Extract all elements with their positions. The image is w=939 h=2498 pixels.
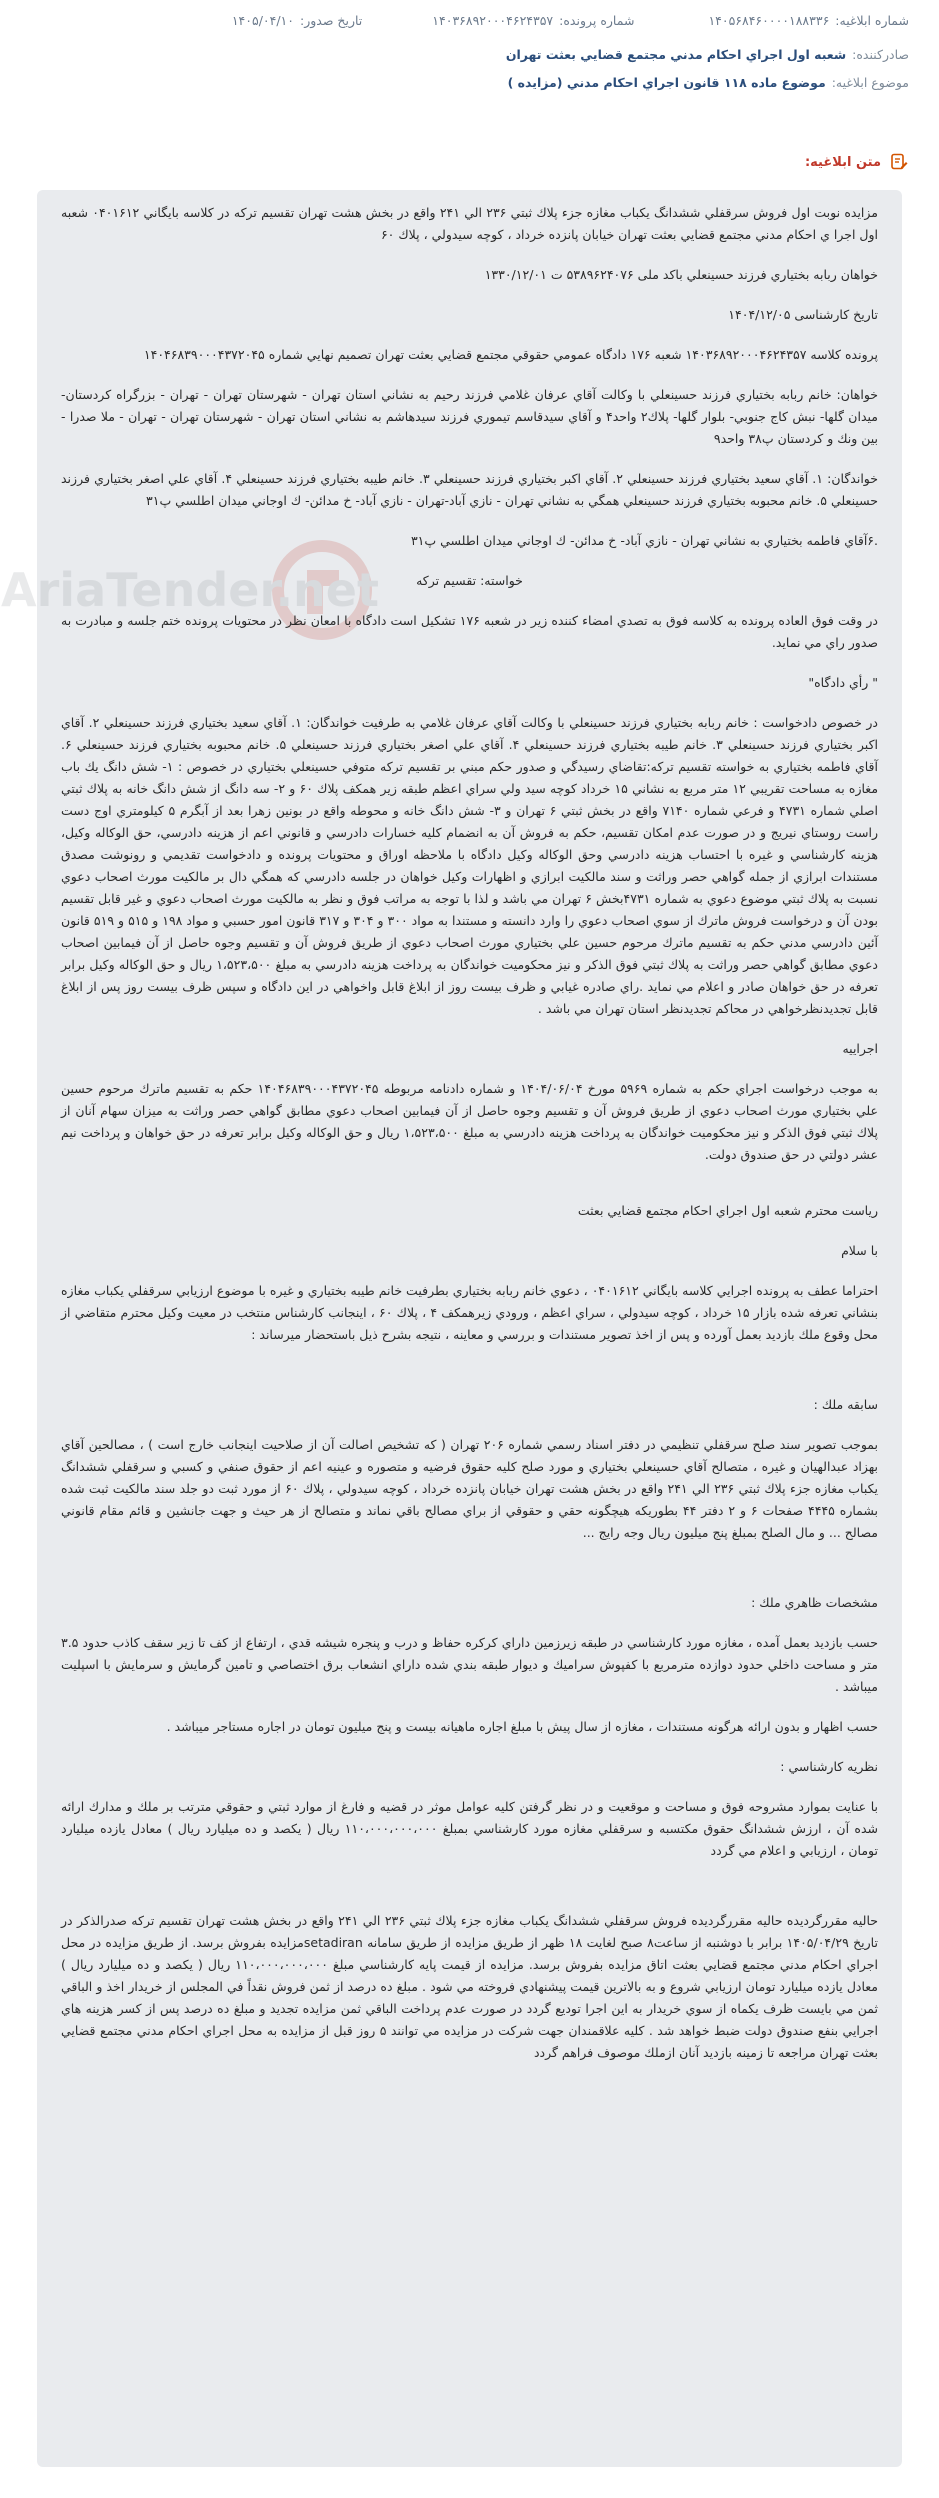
- auction-text: حاليه مقررگرديده حاليه مقررگرديده فروش سرقفلي ششدانگ يكباب مغازه جزء پلاك ثبتي ۲۳۶ الي ۲۴۱ واقع در بخش هشت تهران تقسيم تركه صدرالذكر در تاريخ ۱۴۰۵/۰۴/۲۹ برابر با دوشنبه از ساعت۸ صبح لغايت ۱۸ ظهر از طريق مزايده از طريق سامانه setadiranمزايده بفروش برسد. از طريق مزايده در محل اجراي احكام مدني مجتمع قضايي بعثت اتاق مزايده بفروش برسد. مزايده از قيمت پايه كارشناسي مبلغ ۱۱۰،۰۰۰،۰۰۰،۰۰۰ ريال ( يكصد و ده ميليارد ريال ) معادل يازده ميليارد تومان ارزيابي شروع و به بالاترين قيمت پيشنهادي فروخته مي شود . مبلغ ده درصد از ثمن فروش نقداً في المجلس از خريدار اخذ و الباقي ثمن مي بايست ظرف يكماه از سوي خريدار به اين اجرا توديع گردد در صورت عدم پرداخت الباقي ثمن مزايده تجديد و مبلغ ده درصد پس از كسر هزينه هاي اجرايي بنفع صندوق دولت ضبط خواهد شد . كليه علاقمندان جهت شركت در مزايده مي توانند ۵ روز قبل از مزايده به محل اجراي احكام مدني مجتمع قضايي بعثت تهران مراجعه تا زمينه بازديد آنان ازملك موصوف فراهم گردد: [61, 1913, 879, 2060]
- notice-subject: موضوع ماده ۱۱۸ قانون اجراي احكام مدني (مزايده ): [507, 74, 826, 90]
- body-paragraph: در وقت فوق العاده پرونده به كلاسه فوق به تصدي امضاء كننده زير در شعبه ۱۷۶ تشكيل است دادگاه با امعان نظر در محتويات پرونده ختم جلسه و مبادرت به صدور راي مي نمايد.: [61, 613, 878, 650]
- body-paragraph: تاريخ كارشناسی ۱۴۰۴/۱۲/۰۵: [728, 307, 878, 322]
- meta-numbers-row: [30, 0, 909, 40]
- body-paragraph: خواهان ربابه بختياري فرزند حسينعلي باكد ملی ۵۳۸۹۶۲۴۰۷۶ ت ۱۳۳۰/۱۲/۰۱: [484, 267, 878, 282]
- notice-body: [37, 190, 902, 2082]
- notice-number: شماره ابلاغیه: ۱۴۰۵۶۸۴۶۰۰۰۰۱۸۸۳۳۶: [708, 12, 909, 28]
- verdict-heading: " رأي دادگاه": [808, 675, 878, 690]
- body-paragraph: پرونده كلاسه ۱۴۰۳۶۸۹۲۰۰۰۴۶۲۴۳۵۷ شعبه ۱۷۶ دادگاه عمومي حقوقي مجتمع قضايي بعثت تهران تصميم نهايي شماره ۱۴۰۴۶۸۳۹۰۰۰۴۳۷۲۰۴۵: [143, 347, 878, 362]
- features-heading: مشخصات ظاهري ملك :: [751, 1595, 878, 1610]
- case-number: شماره پرونده: ۱۴۰۳۶۸۹۲۰۰۰۴۶۲۴۳۵۷: [432, 12, 635, 28]
- rent-text: حسب اظهار و بدون ارائه هرگونه مستندات ، مغازه از سال پيش با مبلغ اجاره ماهيانه بيست و پنج ميليون تومان در اجاره مستاجر ميباشد .: [166, 1719, 878, 1734]
- notice-text-title: متن ابلاغیه:: [804, 154, 881, 170]
- issuer-name: شعبه اول اجراي احكام مدني مجتمع قضايي بعثت تهران: [505, 46, 847, 62]
- addressee: رياست محترم شعبه اول اجراي احكام مجتمع قضايي بعثت: [577, 1203, 878, 1218]
- greeting: با سلام: [841, 1243, 878, 1258]
- enforcement-heading: اجراييه: [842, 1041, 878, 1056]
- history-text: بموجب تصوير سند صلح سرقفلي تنظيمي در دفتر اسناد رسمي شماره ۲۰۶ تهران ( كه تشخيص اصالت آن از صلاحيت اينجانب خارج است ) ، مصالحين آقاي بهزاد عبدالهيان و غيره ، متصالح آقاي حسينعلي بختياري و مورد صلح كليه حقوق فرضيه و متصوره و عينيه اعم از حقوق صنفي و كسبي و سرقفلي ششدانگ يكباب مغازه جزء پلاك ثبتي ۲۳۶ الي ۲۴۱ واقع در بخش هشت تهران خيابان پانزده خرداد ، كوچه سيدولي ، پلاك ۶۰ از مورد ثبت دو جلد سند مالكيت ثبت شده بشماره ۴۴۴۵ صفحات ۶ و ۲ دفتر ۴۴ بطوريكه هيچگونه حقي و حقوقي از براي مصالح باقي نماند و متصالح از هر حيث و جهت جانشين و قائم مقام قانوني مصالح ... و مال الصلح بمبلغ پنج ميليون ريال وجه رايج ...: [61, 1437, 879, 1540]
- issue-date: تاريخ صدور: ۱۴۰۵/۰۴/۱۰: [231, 12, 363, 28]
- issuer-row: صادرکننده: شعبه اول اجراي احكام مدني مجتمع قضايي بعثت تهران: [505, 46, 909, 62]
- notice-text-header: [805, 152, 909, 172]
- features-text: حسب بازديد بعمل آمده ، مغازه مورد كارشناسي در طبقه زيرزمين داراي كركره حفاظ و درب و پنجره شيشه قدي ، ارتفاع از كف تا زير سقف كاذب حدود ۳.۵ متر و مساحت داخلي حدود دوازده مترمربع با كفپوش سراميك و ديوار طبقه بندي شده داراي انشعاب برق اختصاصي و تامين گرمايش و سرمايش با اسپليت ميباشد .: [61, 1635, 878, 1694]
- document-edit-icon: [889, 152, 909, 172]
- body-paragraph: .۶آقاي فاطمه بختياري به نشاني تهران - نازي آباد- خ مدائن- ك اوجاني ميدان اطلسي پ۳۱: [410, 533, 878, 548]
- notice-body-card: [1, 190, 902, 2467]
- body-paragraph: خواهان: خانم ربابه بختياري فرزند حسينعلي با وكالت آقاي عرفان غلامي فرزند رحيم به نشاني استان تهران - شهرستان تهران - تهران - بزرگراه كردستان- ميدان گلها- نبش كاج جنوبي- بلوار گلها- پلاك۲ واحد۴ و آقاي سيدقاسم تيموري فرزند سيدهاشم به نشاني استان تهران - شهرستان تهران - تهران - ملا صدرا - بين ونك و كردستان پ۳۸ واحد۹: [61, 387, 878, 446]
- subject-row: موضوع ابلاغیه: موضوع ماده ۱۱۸ قانون اجراي احكام مدني (مزايده ): [507, 74, 909, 90]
- opinion-text: با عنايت بموارد مشروحه فوق و مساحت و موقعيت و در نظر گرفتن كليه عوامل موثر در قضيه و فارغ از موارد ثبتي و حقوقي مترتب بر ملك و مدارك ارائه شده آن ، ارزش ششدانگ حقوق مكتسبه و سرقفلي مغازه مورد كارشناسي بمبلغ ۱۱۰،۰۰۰،۰۰۰،۰۰۰ ريال ( يكصد و ده ميليارد ريال ) معادل يازده ميليارد تومان ، ارزيابي و اعلام مي گردد: [61, 1799, 878, 1858]
- notice-meta: [0, 0, 939, 96]
- verdict-text: در خصوص دادخواست : خانم ربابه بختياري فرزند حسينعلي با وكالت آقاي عرفان غلامي به طرفيت خواندگان: ۱. آقاي سعيد بختياري فرزند حسينعلي ۲. آقاي اكبر بختياري فرزند حسينعلي ۳. خانم طيبه بختياري فرزند حسينعلي ۴. آقاي علي اصغر بختياري فرزند حسينعلي ۵. خانم محبوبه بختياري فرزند حسينعلي ۶. آقاي فاطمه بختياري به خواسته تقسيم تركه:تقاضاي رسيدگي و صدور حكم مبني بر تقسيم تركه متوفي حسينعلي بختياري در خصوص : ۱- شش دانگ يك باب مغازه به مساحت تقريبي ۱۲ متر مربع به نشاني ۱۵ خرداد كوچه سيد ولي سراي اعظم طبقه زير همكف پلاك ۶۰ و ۲- سه دانگ از شش دانگ خانه به پلاك ثبتي اصلي شماره ۴۷۳۱ و فرعي شماره ۷۱۴۰ واقع در بخش ثبتي ۶ تهران و ۳- شش دانگ خانه و محوطه واقع در بونين زهرا بعد از آبگرم ۵ كيلومتري اوج دست راست روستاي نيريج و در صورت عدم امكان تقسيم، حكم به فروش آن به انضمام كليه خسارات دادرسي و قانوني اعم از هزينه دادرسي، حق الوكاله وكيل، هزينه كارشناسي و غيره با احتساب هزينه دادرسي وحق الوكاله وكيل دادگاه با ملاحظه اوراق و محتويات پرونده و دادخواست تقديمي و رونوشت مصدق مستندات ابرازي از جمله گواهي حصر وراثت و سند مالكيت ابرازي و اظهارات وكيل خواهان در جلسه دادرسي كه همگي دال بر مالكيت مورث اصحاب دعوي نسبت به پلاك ثبتي موضوع دعوي به شماره ۴۷۳۱بخش ۶ تهران مي باشد و لذا با توجه به مراتب فوق و نظر به مالكيت مورث اصحاب دعوي و غير قابل تقسيم بودن آن و درخواست فروش ماترك از سوي اصحاب دعوي را وارد دانسته و مستندا به مواد ۳۰۰ و ۳۰۴ و ۳۱۷ قانون امور حسبي و مواد ۱۹۸ و ۵۱۵ و ۵۱۹ قانون آئين دادرسي مدني حكم به تقسيم ماترك مرحوم حسين علي بختياري مورث اصحاب دعوي از طريق فروش آن و تقسيم وجوه حاصل از آن فيمابين اصحاب دعوي مطابق گواهي حصر وراثت به پلاك ثبتي فوق الذكر و نيز محكوميت خواندگان به پرداخت هزينه دادرسي به مبلغ ۱،۵۲۳،۵۰۰ ريال و حق الوكاله وكيل برابر تعرفه در حق خواهان صادر و اعلام مي نمايد .راي صادره غيابي و ظرف بيست روز از ابلاغ قابل واخواهي در اين دادگاه و سپس ظرف بيست روز پس از ابلاغ قابل تجديدنظرخواهي در محاكم تجديدنظر استان تهران مي باشد .: [61, 715, 879, 1016]
- body-paragraph: مزايده نوبت اول فروش سرقفلي ششدانگ يكباب مغازه جزء پلاك ثبتي ۲۳۶ الي ۲۴۱ واقع در بخش هشت تهران تقسيم تركه در كلاسه بايگاني ۰۴۰۱۶۱۲ شعبه اول اجرا ي احكام مدني مجتمع قضايي بعثت تهران خيابان پانزده خرداد ، كوچه سيدولي ، پلاك ۶۰: [61, 205, 878, 242]
- enforcement-text: به موجب درخواست اجراي حكم به شماره ۵۹۶۹ مورخ ۱۴۰۴/۰۶/۰۴ و شماره دادنامه مربوطه ۱۴۰۴۶۸۳۹۰۰۰۴۳۷۲۰۴۵ حكم به تقسيم ماترك مرحوم حسين علي بختياري مورث اصحاب دعوي از طريق فروش آن و تقسيم وجوه حاصل از آن فيمابين اصحاب دعوي مطابق گواهي حصر وراثت به ميزان سهام آنان از پلاك ثبتي فوق الذكر و نيز محكوميت خواندگان به پرداخت هزينه دادرسي به مبلغ ۱،۵۲۳،۵۰۰ ريال و حق الوكاله وكيل برابر تعرفه در حق خواهان و پرداخت نيم عشر دولتي در حق صندوق دولت.: [61, 1081, 878, 1162]
- report-intro: احتراما عطف به پرونده اجرايي كلاسه بايگاني ۰۴۰۱۶۱۲ ، دعوي خانم ربابه بختياري بطرفيت خانم طيبه بختياري و غيره با موضوع ارزيابي سرقفلي يكباب مغازه بنشاني تعرفه شده بازار ۱۵ خرداد ، كوچه سيدولي ، سراي اعظم ، ورودي زيرهمكف ۴ ، پلاك ۶۰ ، اينجانب كارشناس منتخب در معيت وكيل محترم متقاضي از محل وقوع ملك بازديد بعمل آورده و پس از اخذ تصوير مستندات و بررسي و معاينه ، نتيجه بشرح ذيل باستحضار ميرساند :: [61, 1283, 878, 1342]
- claim-heading: خواسته: تقسيم تركه: [416, 573, 523, 588]
- watermark-text: AriaTender.net: [1, 563, 379, 617]
- opinion-heading: نظريه كارشناسي :: [780, 1759, 878, 1774]
- history-heading: سابقه ملك :: [813, 1397, 878, 1412]
- body-paragraph: خواندگان: ۱. آقاي سعيد بختياري فرزند حسينعلي ۲. آقاي اكبر بختياري فرزند حسينعلي ۳. خانم طيبه بختياري فرزند حسينعلي ۴. آقاي علي اصغر بختياري فرزند حسينعلي ۵. خانم محبوبه بختياري فرزند حسينعلي همگي به نشاني تهران - نازي آباد-تهران - نازي آباد- خ مدائن- ك اوجاني ميدان اطلسي پ۳۱: [61, 471, 878, 508]
